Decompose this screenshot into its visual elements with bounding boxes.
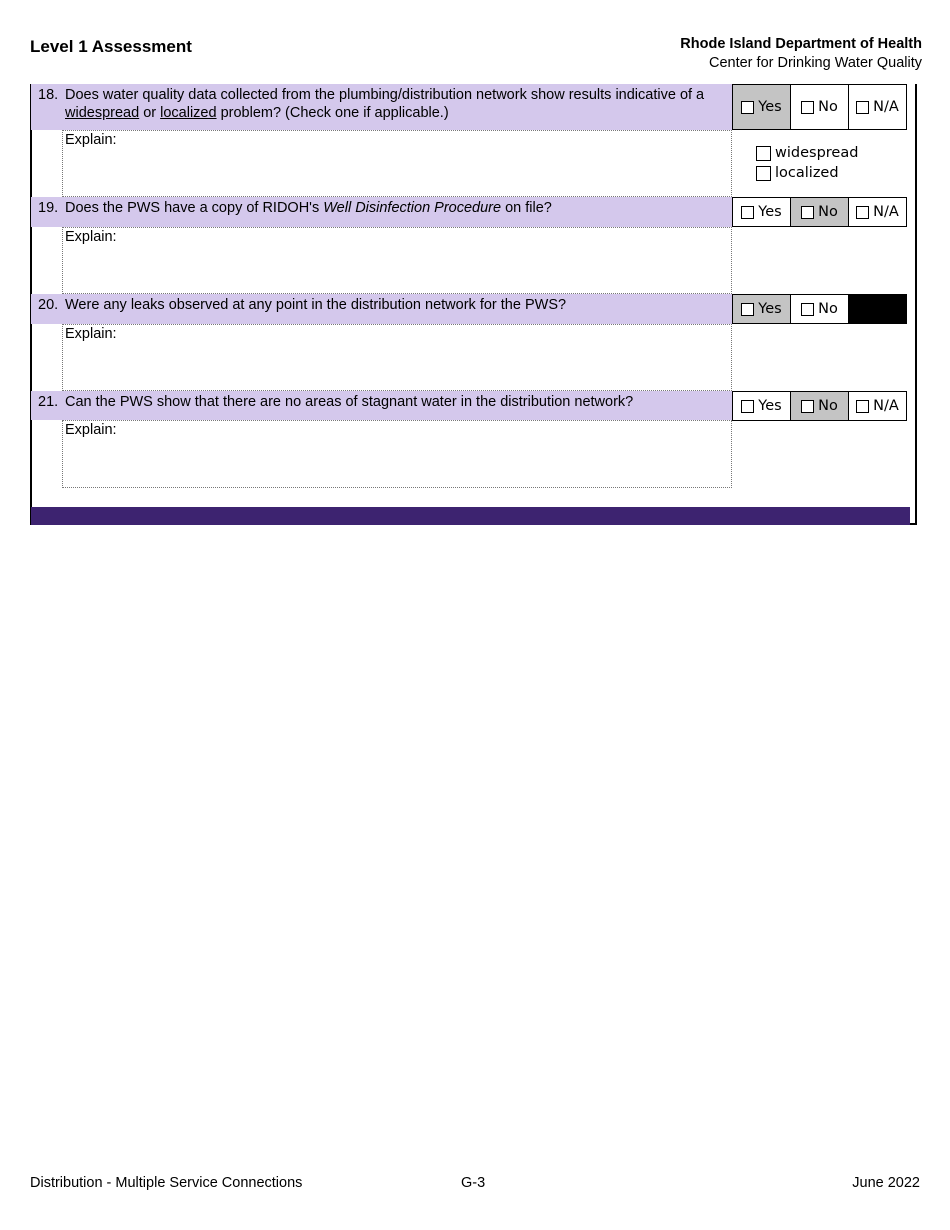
question-number: 20. [38, 297, 59, 313]
checkbox-icon [801, 101, 814, 114]
dept-name: Center for Drinking Water Quality [708, 55, 922, 71]
explain-field-20[interactable] [62, 324, 732, 391]
question-text: Does the PWS have a copy of RIDOH's Well Disinfection Procedure on file? [65, 200, 552, 216]
explain-label: Explain: [65, 229, 117, 245]
checkbox-icon [856, 206, 869, 219]
checkbox-icon [856, 400, 869, 413]
footer-page-number: G-3 [461, 1175, 486, 1191]
answer-yes[interactable]: Yes [732, 294, 791, 324]
explain-label: Explain: [65, 132, 117, 148]
checkbox-icon [801, 303, 814, 316]
question-18-answers [732, 84, 910, 130]
explain-field-19[interactable] [62, 227, 732, 294]
answer-no[interactable]: No [790, 84, 849, 130]
section-end-bar [31, 507, 910, 525]
answer-yes[interactable]: Yes [732, 197, 791, 227]
checkbox-icon [741, 400, 754, 413]
question-18-bar [31, 84, 732, 130]
checkbox-icon [741, 206, 754, 219]
question-21-answers [732, 391, 910, 421]
question-18-sub-options [756, 143, 858, 183]
question-21-bar [31, 391, 732, 420]
checkbox-icon [756, 146, 771, 161]
question-20-answers [732, 294, 910, 324]
checkbox-icon [856, 101, 869, 114]
question-number: 18. [38, 87, 59, 103]
answer-no[interactable]: No [790, 294, 849, 324]
answer-disabled-cell [848, 294, 907, 324]
question-number: 19. [38, 200, 59, 216]
question-20-bar [31, 294, 732, 324]
sub-option-localized[interactable]: localized [756, 163, 858, 183]
question-19-bar [31, 197, 732, 227]
question-number: 21. [38, 394, 59, 410]
answer-yes[interactable]: Yes [732, 391, 791, 421]
answer-yes[interactable]: Yes [732, 84, 791, 130]
question-text: Can the PWS show that there are no areas of stagnant water in the distribution network? [65, 394, 634, 410]
explain-label: Explain: [65, 326, 117, 342]
footer-date: June 2022 [852, 1175, 920, 1191]
answer-na[interactable]: N/A [848, 391, 907, 421]
footer-section-name: Distribution - Multiple Service Connections [30, 1175, 303, 1191]
question-text: Does water quality data collected from the plumbing/distribution network show results indicative of a widespread or localized problem? (Check one if applicable.) [65, 87, 705, 121]
checkbox-icon [801, 400, 814, 413]
answer-no[interactable]: No [790, 197, 849, 227]
sub-option-widespread[interactable]: widespread [756, 143, 858, 163]
explain-label: Explain: [65, 422, 117, 438]
checkbox-icon [756, 166, 771, 181]
explain-field-18[interactable] [62, 130, 732, 197]
checkbox-icon [741, 101, 754, 114]
question-19-answers [732, 197, 910, 227]
org-name: Rhode Island Department of Health [680, 36, 922, 52]
document-title: Level 1 Assessment [30, 37, 192, 56]
answer-no[interactable]: No [790, 391, 849, 421]
question-text: Were any leaks observed at any point in the distribution network for the PWS? [65, 297, 567, 313]
checkbox-icon [801, 206, 814, 219]
answer-na[interactable]: N/A [848, 84, 907, 130]
explain-field-21[interactable] [62, 420, 732, 488]
checkbox-icon [741, 303, 754, 316]
answer-na[interactable]: N/A [848, 197, 907, 227]
header-org-block [680, 35, 922, 73]
